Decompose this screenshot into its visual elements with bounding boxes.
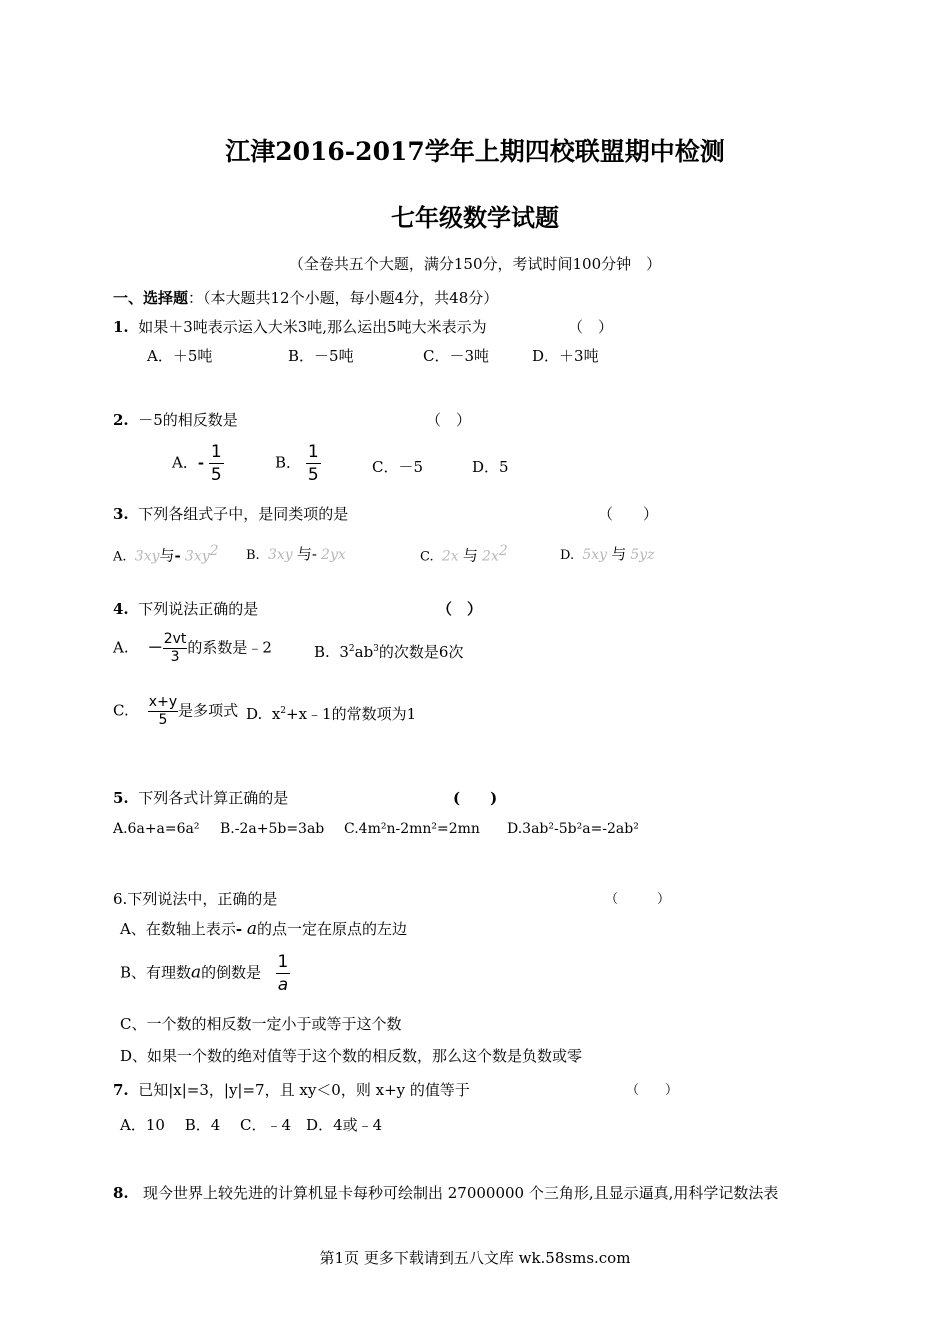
option-a bbox=[113, 543, 219, 565]
page-subtitle: 七年级数学试题 bbox=[391, 203, 559, 232]
denominator: 5 bbox=[307, 465, 319, 485]
option-d: D.3ab²-5b²a=-2ab² bbox=[507, 821, 639, 837]
option-c: C.4m²n-2mn²=2mn bbox=[344, 821, 480, 837]
numerator: 2vt bbox=[163, 631, 187, 647]
expression: 3xy bbox=[267, 547, 293, 563]
fraction bbox=[148, 694, 178, 729]
option-d: D、如果一个数的绝对值等于这个数的相反数，那么这个数是负数或零 bbox=[120, 1047, 583, 1065]
question-number: 8. bbox=[113, 1184, 129, 1202]
option-b bbox=[246, 543, 346, 564]
fraction bbox=[306, 441, 321, 486]
question-number: 6. bbox=[113, 890, 128, 908]
question-number: 5. bbox=[113, 789, 129, 807]
option-c: C．－3吨 bbox=[423, 347, 490, 365]
question-stem: 下列说法正确的是 bbox=[138, 600, 259, 618]
exponent: 3 bbox=[373, 644, 379, 654]
question-8 bbox=[113, 1182, 778, 1203]
option-a bbox=[120, 918, 407, 939]
question-stem: 如果＋3吨表示运入大米3吨,那么运出5吨大米表示为 bbox=[138, 318, 487, 336]
option-label: B． bbox=[275, 453, 302, 472]
exam-note: （全卷共五个大题，满分150分，考试时间100分钟 ） bbox=[288, 255, 662, 273]
numerator: 1 bbox=[210, 442, 222, 462]
question-number: 3. bbox=[113, 505, 129, 523]
variable: a bbox=[246, 919, 257, 939]
option-label: C. bbox=[113, 701, 129, 720]
fraction bbox=[163, 631, 188, 666]
minus-sign: - bbox=[197, 453, 205, 472]
option-label: D. bbox=[246, 705, 263, 723]
option-d bbox=[560, 543, 655, 564]
expression: 3xy bbox=[134, 548, 160, 565]
option-d: D．＋3吨 bbox=[532, 347, 599, 365]
answer-paren: （ ） bbox=[426, 411, 472, 429]
option-text: +x﹣1的常数项为1 bbox=[286, 705, 417, 723]
option-a: A．＋5吨 bbox=[147, 347, 213, 365]
options: A．10 B．4 C．﹣4 D．4或﹣4 bbox=[120, 1116, 383, 1134]
denominator: a bbox=[277, 975, 289, 995]
option-text: B、有理数 bbox=[120, 963, 192, 982]
option-text: A、在数轴上表示 bbox=[120, 920, 236, 938]
question-stem: 已知|x|=3，|y|=7，且 xy＜0，则 x+y 的值等于 bbox=[138, 1081, 470, 1099]
coefficient: 3 bbox=[339, 643, 349, 661]
expression: 2x bbox=[441, 548, 459, 565]
option-text: 是多项式 bbox=[178, 701, 239, 720]
option-label: C. bbox=[420, 549, 434, 565]
option-c bbox=[420, 543, 508, 565]
question-number: 2. bbox=[113, 411, 129, 429]
connector: 与 bbox=[159, 546, 175, 565]
variable: x bbox=[271, 705, 281, 723]
question-3 bbox=[113, 503, 348, 524]
option-b: B.-2a+5b=3ab bbox=[220, 821, 325, 837]
section-desc: ：（本大题共12个小题，每小题4分，共48分） bbox=[188, 289, 499, 307]
option-label: A. bbox=[113, 638, 129, 657]
question-5 bbox=[113, 787, 288, 808]
option-text: 的次数是6次 bbox=[378, 643, 464, 661]
option-a bbox=[172, 441, 224, 486]
minus-sign: - bbox=[174, 546, 181, 565]
question-6 bbox=[113, 888, 277, 909]
connector: 与 bbox=[462, 546, 478, 565]
expression: 2x bbox=[482, 548, 499, 565]
expression: 2yx bbox=[321, 547, 346, 563]
option-label: D. bbox=[560, 548, 575, 563]
expression: 3xy bbox=[184, 548, 210, 565]
exponent: 2 bbox=[209, 543, 219, 559]
answer-paren: （ ） bbox=[598, 505, 659, 523]
option-b: B．－5吨 bbox=[288, 347, 354, 365]
connector: 与 bbox=[296, 545, 312, 563]
fraction bbox=[209, 441, 224, 486]
option-b bbox=[275, 441, 321, 486]
denominator: 5 bbox=[158, 712, 168, 728]
fraction bbox=[276, 951, 291, 996]
option-b bbox=[120, 951, 290, 996]
question-stem: 现今世界上较先进的计算机显卡每秒可绘制出 27000000 个三角形,且显示逼真,用科学记数法表 bbox=[142, 1184, 779, 1202]
minus-sign: － bbox=[147, 638, 163, 657]
question-4 bbox=[113, 598, 258, 619]
question-number: 4. bbox=[113, 600, 129, 618]
option-text: 的点一定在原点的左边 bbox=[257, 920, 408, 938]
question-number: 1. bbox=[113, 318, 129, 336]
minus-sign: - bbox=[311, 545, 317, 563]
option-label: B. bbox=[314, 643, 330, 661]
option-b bbox=[314, 641, 463, 662]
option-label: A． bbox=[172, 453, 198, 472]
option-c: C．－5 bbox=[372, 458, 424, 476]
option-c: C、一个数的相反数一定小于或等于这个数 bbox=[120, 1015, 402, 1033]
variable: ab bbox=[354, 643, 374, 661]
numerator: 1 bbox=[307, 442, 319, 462]
option-text: 的倒数是 bbox=[201, 963, 262, 982]
answer-paren: ( ) bbox=[453, 789, 498, 807]
expression: 5yz bbox=[630, 547, 655, 563]
option-c bbox=[113, 694, 238, 729]
question-stem: 下列说法中，正确的是 bbox=[127, 890, 278, 908]
option-text: 的系数是﹣2 bbox=[187, 638, 272, 657]
denominator: 5 bbox=[210, 465, 222, 485]
denominator: 3 bbox=[170, 649, 180, 665]
variable: a bbox=[191, 962, 202, 983]
answer-paren: （ ） bbox=[626, 1083, 679, 1098]
numerator: x+y bbox=[148, 694, 178, 710]
answer-paren: （ ） bbox=[605, 892, 671, 907]
section-title: 一、选择题 bbox=[113, 289, 189, 307]
exponent: 2 bbox=[348, 644, 355, 654]
question-1 bbox=[113, 316, 487, 337]
option-a: A.6a+a=6a² bbox=[113, 821, 200, 837]
section-heading bbox=[113, 287, 498, 308]
question-7 bbox=[113, 1079, 470, 1100]
option-d: D．5 bbox=[472, 458, 509, 476]
question-stem: －5的相反数是 bbox=[138, 411, 238, 429]
expression: 5xy bbox=[582, 547, 608, 563]
connector: 与 bbox=[611, 545, 627, 563]
question-number: 7. bbox=[113, 1081, 129, 1099]
option-a bbox=[113, 631, 272, 666]
option-label: B. bbox=[246, 548, 260, 563]
exponent: 2 bbox=[280, 706, 287, 716]
question-2 bbox=[113, 409, 238, 430]
option-label: A. bbox=[113, 549, 127, 565]
question-stem: 下列各式计算正确的是 bbox=[138, 789, 289, 807]
minus-sign: - bbox=[235, 920, 243, 938]
page-title: 江津2016-2017学年上期四校联盟期中检测 bbox=[225, 137, 725, 166]
exponent: 2 bbox=[498, 543, 508, 559]
page-footer: 第1页 更多下载请到五八文库 wk.58sms.com bbox=[319, 1249, 631, 1267]
numerator: 1 bbox=[277, 952, 289, 972]
answer-paren: （ ） bbox=[568, 318, 614, 336]
option-d bbox=[246, 703, 416, 724]
question-stem: 下列各组式子中，是同类项的是 bbox=[138, 505, 349, 523]
answer-paren: （ ） bbox=[437, 600, 483, 618]
